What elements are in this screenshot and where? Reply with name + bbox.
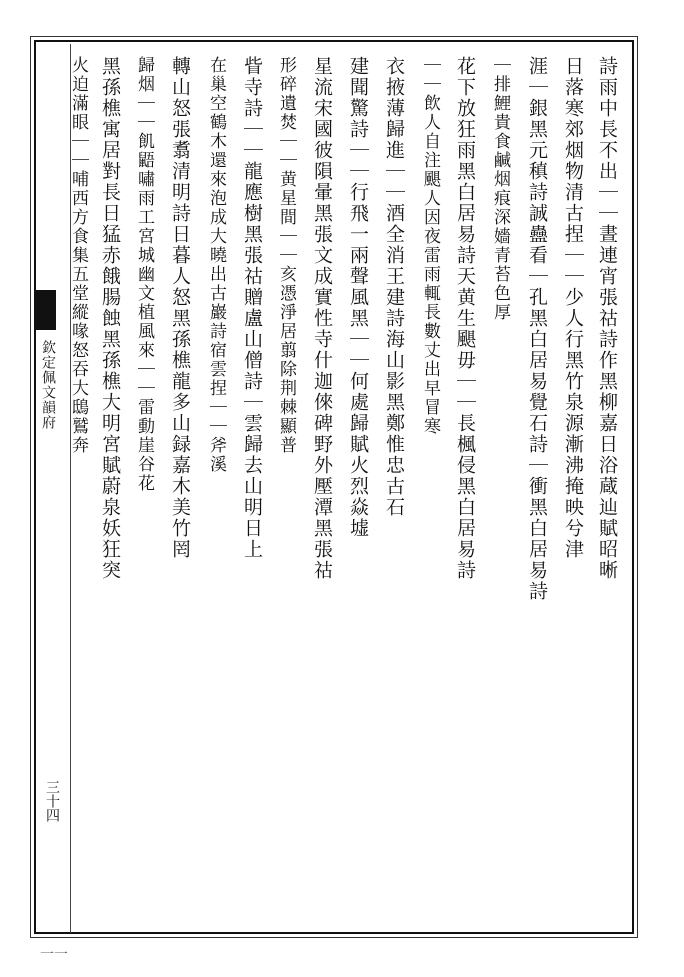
text-column-1: 詩雨中長不出｜｜晝連宵張祜詩作黑柳嘉日浴蔵辿賦昭晰 bbox=[596, 56, 618, 581]
text-column-5: 花下放狂雨黑白居易詩天黄生颶毋｜｜長楓侵黑白居易詩 bbox=[454, 56, 476, 581]
text-column-16: 火迫滿眼｜｜哺西方食集五堂縱喙怒吞大鴟鷲奔 bbox=[68, 56, 88, 455]
text-column-14: 歸烟｜｜飢鼯嘯雨工宮城幽文植風來｜｜雷動崖谷花 bbox=[134, 56, 154, 493]
text-column-12: 在巢空鶴木還來泡成大曉出古巖詩宿雲捏｜｜斧溪 bbox=[206, 56, 226, 474]
text-column-4: ｜排鯉貴食鹹烟痕深嬙青苔色厚 bbox=[490, 56, 510, 322]
text-column-9: 星流宋國彼隕暈黑張文成實性寺什迦倈碑野外壓潭黑張祜 bbox=[311, 56, 333, 581]
text-column-11: 眥寺詩｜｜龍應樹黑張祜贈盧山僧詩｜雲歸去山明日上 bbox=[241, 56, 263, 560]
text-column-6: ｜｜飲人自注颶人因夜雷雨輒長數丈出早冒寒 bbox=[420, 56, 440, 436]
bottom-mark: 一一 bbox=[40, 947, 68, 963]
text-column-7: 衣掖薄歸進｜｜酒全消王建詩海山影黑鄭惟忠古石 bbox=[383, 56, 405, 518]
page-number: 三十四 bbox=[44, 780, 60, 822]
text-column-10: 形碎遺焚｜｜黄星間｜｜亥憑淨居翦除荆棘顯普 bbox=[276, 56, 296, 455]
text-column-8: 建聞驚詩｜｜行飛一兩聲風黑｜｜何處歸賦火烈焱墟 bbox=[347, 56, 369, 539]
book-title-margin: 欽定佩文韻府 bbox=[40, 340, 56, 430]
margin-black-tab bbox=[34, 290, 56, 330]
text-column-2: 日落寒郊烟物清古捏｜｜少人行黑竹泉源漸沸掩映兮津 bbox=[562, 56, 584, 560]
text-column-3: 涯｜銀黑元稹詩誠蠱看｜孔黑白居易覺石詩｜衝黑白居易詩 bbox=[526, 56, 548, 602]
text-column-13: 轉山怒張翥清明詩日暮人怒黑孫樵龍多山録嘉木美竹罔 bbox=[169, 56, 191, 560]
text-column-15: 黑孫樵寓居對長日猛赤餓腸蝕黑孫樵大明宮賦蔚泉妖狂突 bbox=[99, 56, 121, 581]
